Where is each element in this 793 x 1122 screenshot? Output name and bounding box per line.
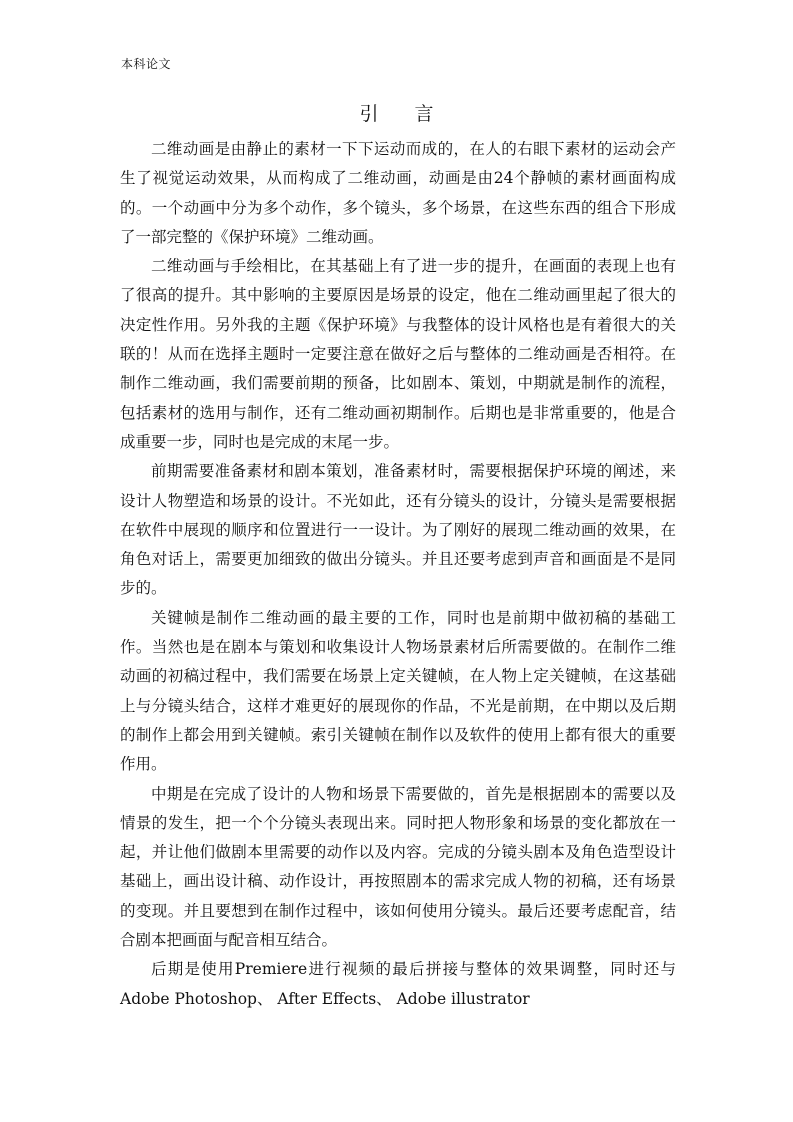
section-title-char: 引 <box>359 103 379 125</box>
paragraph: 关键帧是制作二维动画的最主要的工作，同时也是前期中做初稿的基础工作。当然也是在剧本与策划和收集设计人物场景素材后所需要做的。在制作二维动画的初稿过程中，我们需要在场景上定关键帧，在人物上定关键帧，在这基础上与分镜头结合，这样才难更好的展现你的作品，不光是前期，在中期以及后期的制作上都会用到关键帧。索引关键帧在制作以及软件的使用上都有很大的重要作用。 <box>120 608 676 774</box>
paragraph: 二维动画是由静止的素材一下下运动而成的，在人的右眼下素材的运动会产生了视觉运动效果，从而构成了二维动画，动画是由24个静帧的素材画面构成的。一个动画中分为多个动作，多个镜头，多个场景，在这些东西的组合下形成了一部完整的《保护环境》二维动画。 <box>120 140 676 246</box>
paragraph: 前期需要准备素材和剧本策划，准备素材时，需要根据保护环境的阐述，来设计人物塑造和场景的设计。不光如此，还有分镜头的设计，分镜头是需要根据在软件中展现的顺序和位置进行一一设计。为了刚好的展现二维动画的效果，在角色对话上，需要更加细致的做出分镜头。并且还要考虑到声音和画面是不是同步的。 <box>120 462 676 598</box>
paragraph: 中期是在完成了设计的人物和场景下需要做的，首先是根据剧本的需要以及情景的发生，把一个个分镜头表现出来。同时把人物形象和场景的变化都放在一起，并让他们做剧本里需要的动作以及内容。完成的分镜头剧本及角色造型设计基础上，画出设计稿、动作设计，再按照剧本的需求完成人物的初稿，还有场景的变现。并且要想到在制作过程中，该如何使用分镜头。最后还要考虑配音，结合剧本把画面与配音相互结合。 <box>120 784 676 950</box>
paragraph: 二维动画与手绘相比，在其基础上有了进一步的提升，在画面的表现上也有了很高的提升。其中影响的主要原因是场景的设定，他在二维动画里起了很大的决定性作用。另外我的主题《保护环境》与我整体的设计风格也是有着很大的关联的！从而在选择主题时一定要注意在做好之后与整体的二维动画是否相符。在制作二维动画，我们需要前期的预备，比如剧本、策划，中期就是制作的流程，包括素材的选用与制作，还有二维动画初期制作。后期也是非常重要的，他是合成重要一步，同时也是完成的末尾一步。 <box>120 257 676 451</box>
section-title <box>0 101 793 127</box>
running-header: 本科论文 <box>121 57 172 71</box>
paragraph: 后期是使用Premiere进行视频的最后拼接与整体的效果调整，同时还与 Adobe Photoshop、 After Effects、 Adobe illustrator <box>120 960 676 1008</box>
section-title-char: 言 <box>414 103 434 125</box>
body-text <box>120 135 676 1014</box>
